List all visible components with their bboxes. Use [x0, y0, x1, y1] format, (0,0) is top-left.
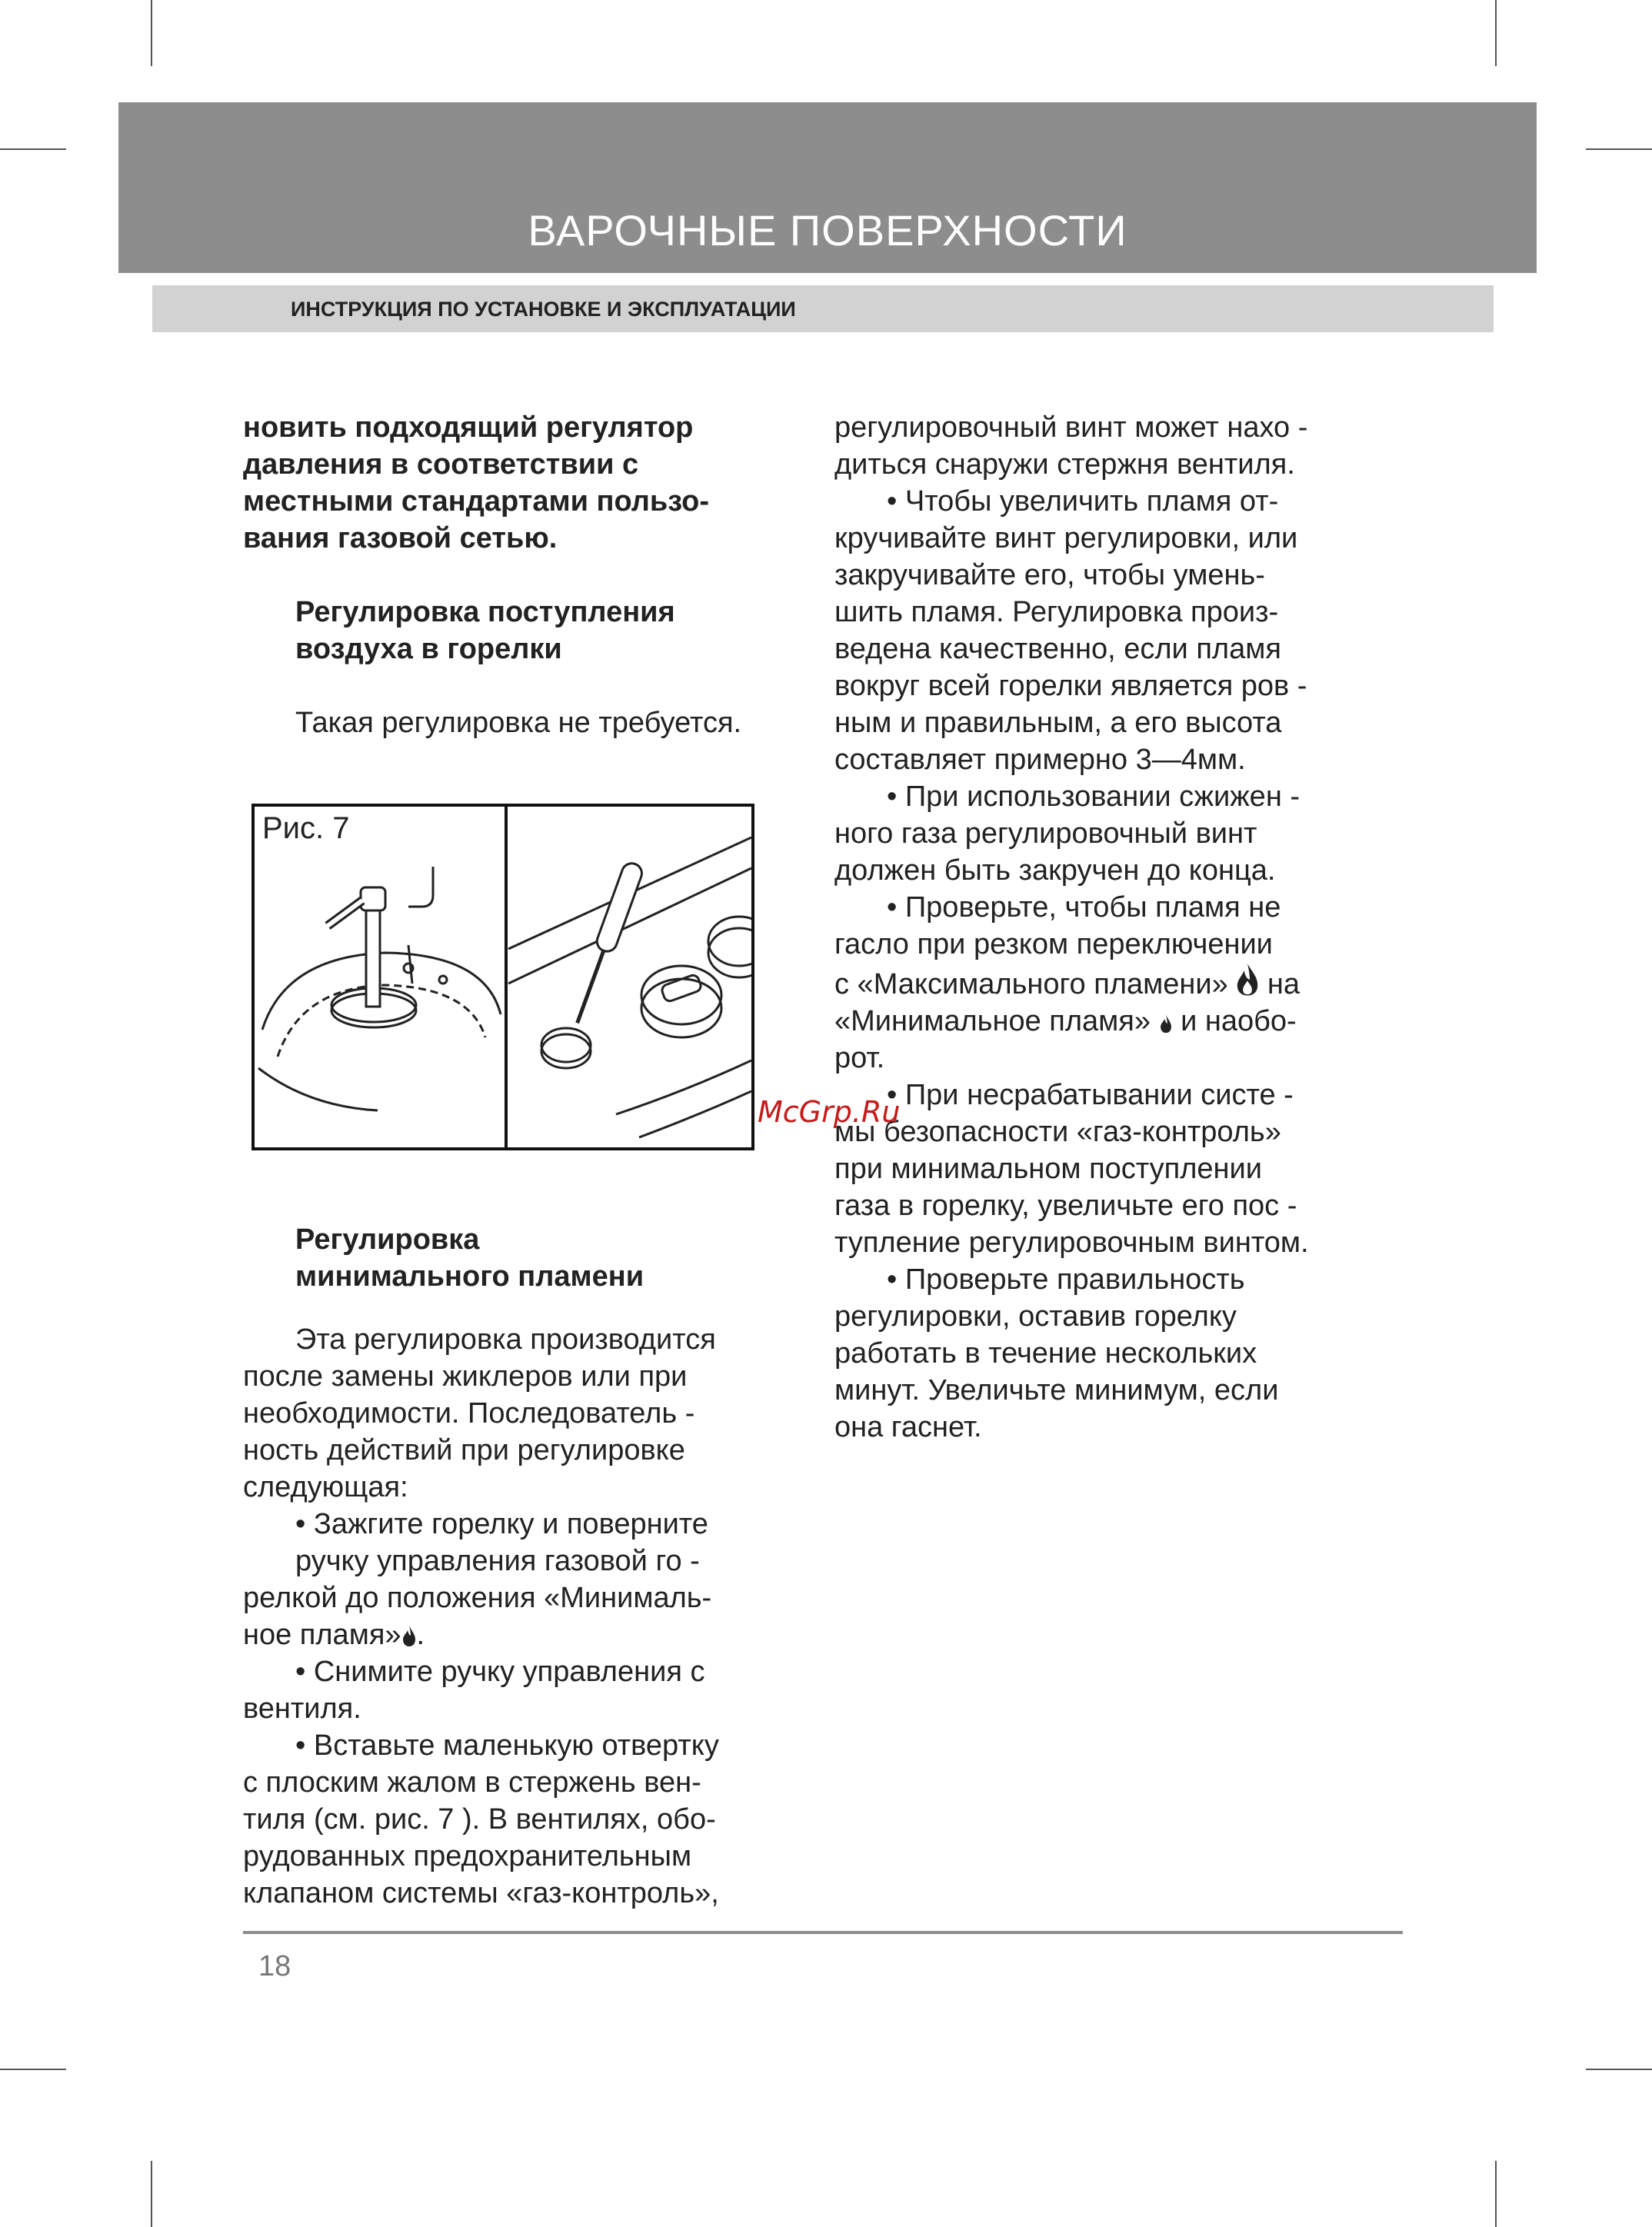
text-line: составляет примерно 3—4мм. — [834, 744, 1246, 776]
watermark: McGrp.Ru — [758, 1095, 901, 1129]
heading-line: воздуха в горелки — [295, 633, 562, 665]
text-line: • При использовании сжижен - — [887, 781, 1301, 813]
small-flame-icon — [401, 1624, 417, 1647]
text-line: вентиля. — [243, 1693, 361, 1725]
text-fragment: с «Максимального пламени» — [834, 968, 1228, 1000]
title-band — [118, 102, 1537, 273]
crop-mark — [0, 148, 66, 150]
text-line: газа в горелку, увеличьте его пос - — [834, 1190, 1297, 1222]
figure-illustration — [255, 807, 751, 1147]
text-line: она гаснет. — [834, 1411, 982, 1443]
section-heading-min-flame — [243, 1221, 766, 1295]
text-line: • Чтобы увеличить пламя от- — [887, 485, 1279, 518]
left-column — [243, 409, 766, 741]
left-column-lower — [243, 1221, 766, 1912]
page-title: ВАРОЧНЫЕ ПОВЕРХНОСТИ — [528, 206, 1127, 255]
text-fragment: «Минимальное пламя» — [834, 1005, 1151, 1037]
large-flame-icon — [1236, 963, 1259, 997]
text-line: гасло при резком переключении — [834, 928, 1273, 960]
text-fragment: ное пламя» — [243, 1619, 401, 1651]
crop-mark — [151, 0, 152, 66]
text-line: новить подходящий регулятор — [243, 411, 694, 444]
figure-7 — [251, 804, 754, 1150]
text-fragment: . — [416, 1619, 425, 1651]
text-line: мы безопасности «газ-контроль» — [834, 1116, 1281, 1148]
bullet-check-switch — [834, 889, 1357, 1077]
bullet-check-adjustment — [834, 1261, 1357, 1446]
footer-divider — [243, 1931, 1403, 1934]
text-line: • Проверьте правильность — [887, 1263, 1245, 1296]
bullet-gas-control — [834, 1077, 1357, 1261]
text-line — [834, 1003, 1357, 1040]
text-line: необходимости. Последователь - — [243, 1397, 695, 1430]
text-line: ведена качественно, если пламя — [834, 633, 1281, 665]
text-line: • При несрабатывании систе - — [887, 1079, 1294, 1111]
text-line: должен быть закручен до конца. — [834, 854, 1276, 887]
text-line: тиля (см. рис. 7 ). В вентилях, обо- — [243, 1803, 716, 1836]
burner-key-icon — [258, 867, 501, 1110]
screwdriver-knob-icon — [508, 837, 751, 1137]
text-line: • Проверьте, чтобы пламя не — [887, 891, 1281, 924]
text-line: вокруг всей горелки является ров - — [834, 670, 1307, 702]
text-line: рот. — [834, 1042, 885, 1074]
bullet-lpg — [834, 778, 1357, 889]
crop-mark — [1586, 148, 1652, 150]
text-line: при минимальном поступлении — [834, 1153, 1262, 1185]
text-line: минут. Увеличьте минимум, если — [834, 1374, 1279, 1406]
text-line: с плоским жалом в стержень вен- — [243, 1766, 701, 1799]
text-line: клапаном системы «газ-контроль», — [243, 1877, 719, 1909]
text-line: • Зажгите горелку и поверните — [295, 1508, 708, 1540]
crop-mark — [0, 2069, 66, 2070]
text-line: тупление регулировочным винтом. — [834, 1227, 1309, 1259]
text-line: • Снимите ручку управления с — [295, 1656, 705, 1688]
crop-mark — [1586, 2069, 1652, 2070]
text-line: местными стандартами пользо- — [243, 485, 710, 518]
heading-line: минимального пламени — [295, 1260, 644, 1293]
text-line: давления в соответствии с — [243, 448, 639, 481]
text-line: диться снаружи стержня вентиля. — [834, 448, 1295, 481]
air-paragraph: Такая регулировка не требуется. — [295, 707, 742, 739]
text-line: ручку управления газовой го - — [295, 1545, 700, 1577]
text-line: следующая: — [243, 1471, 408, 1503]
subtitle-band — [152, 285, 1494, 332]
heading-line: Регулировка поступления — [295, 596, 675, 628]
text-line: ного газа регулировочный винт — [834, 817, 1257, 850]
crop-mark — [1495, 0, 1497, 66]
continuation-paragraph — [834, 409, 1357, 483]
intro-paragraph — [243, 409, 766, 557]
page-subtitle: ИНСТРУКЦИЯ ПО УСТАНОВКЕ И ЭКСПЛУАТАЦИИ — [291, 298, 796, 321]
bullet-remove-knob — [243, 1653, 766, 1727]
text-line: релкой до положения «Минималь- — [243, 1582, 712, 1614]
text-line: регулировки, оставив горелку — [834, 1300, 1237, 1333]
page-number: 18 — [258, 1950, 291, 1982]
text-line: закручивайте его, чтобы умень- — [834, 559, 1265, 591]
crop-mark — [151, 2161, 152, 2227]
crop-mark — [1495, 2161, 1497, 2227]
text-line: ность действий при регулировке — [243, 1434, 685, 1466]
text-fragment: и наобо- — [1181, 1005, 1297, 1037]
bullet-ignite — [243, 1506, 766, 1653]
text-line — [243, 1616, 766, 1653]
text-line: • Вставьте маленькую отвертку — [295, 1729, 719, 1762]
text-line: Эта регулировка производится — [295, 1323, 716, 1356]
text-fragment: на — [1267, 968, 1300, 1000]
text-line: работать в течение нескольких — [834, 1337, 1257, 1370]
section-heading-air — [243, 594, 766, 667]
bullet-increase-flame — [834, 483, 1357, 778]
figure-label: Рис. 7 — [262, 811, 350, 845]
bullet-screwdriver — [243, 1727, 766, 1912]
text-line: вания газовой сетью. — [243, 522, 558, 554]
min-flame-paragraph — [243, 1321, 766, 1506]
text-line: ным и правильным, а его высота — [834, 707, 1282, 739]
text-line: регулировочный винт может нахо - — [834, 411, 1308, 444]
text-line: шить пламя. Регулировка произ- — [834, 596, 1279, 628]
small-flame-icon — [1159, 1014, 1173, 1034]
right-column — [834, 409, 1357, 1446]
text-line: после замены жиклеров или при — [243, 1360, 688, 1393]
text-line: рудованных предохранительным — [243, 1840, 692, 1872]
text-line — [834, 963, 1357, 1003]
text-line: кручивайте винт регулировки, или — [834, 522, 1298, 554]
heading-line: Регулировка — [295, 1223, 480, 1256]
